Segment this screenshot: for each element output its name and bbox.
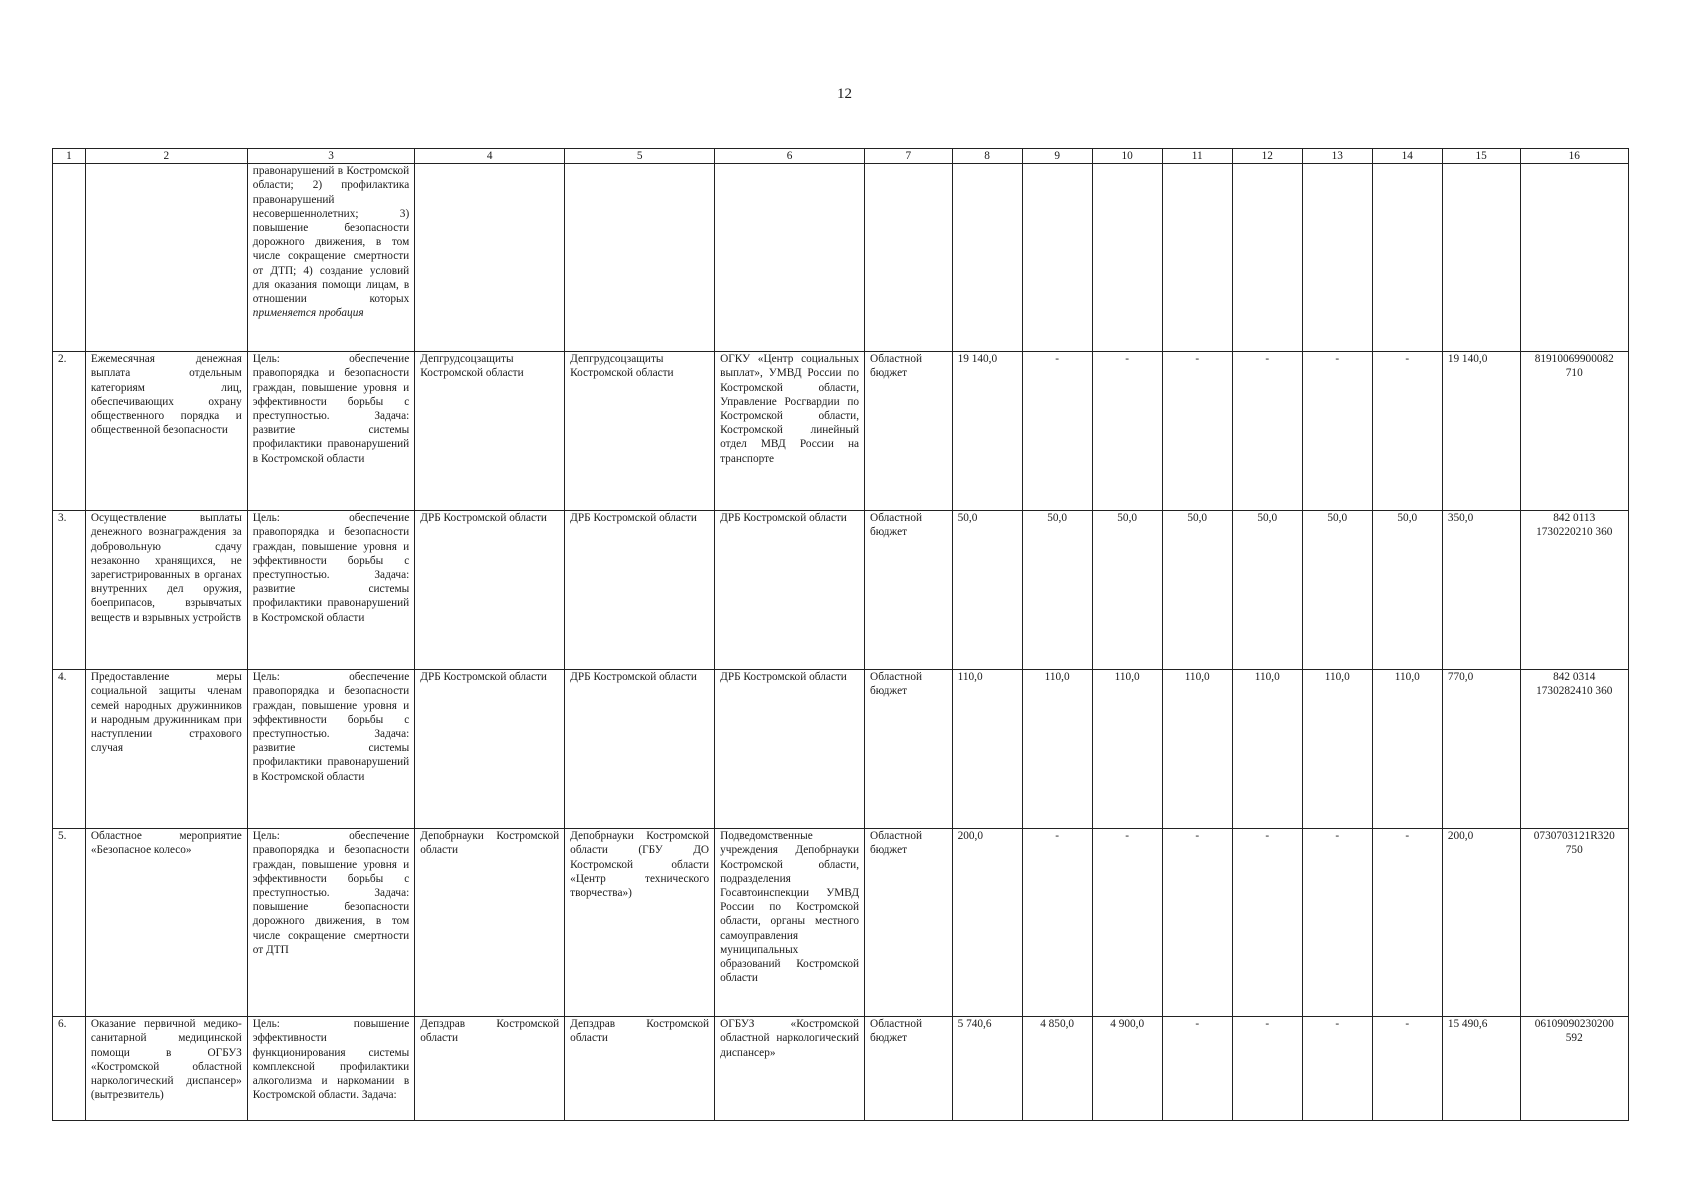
- administrator-cell: ДРБ Костромской области: [415, 511, 565, 670]
- value-cell: -: [1372, 829, 1442, 1017]
- value-cell: 5 740,6: [952, 1017, 1022, 1121]
- customer-cell: ДРБ Костромской области: [565, 670, 715, 829]
- value-cell: 4 900,0: [1092, 1017, 1162, 1121]
- goal-cell: правонарушений в Костромской области; 2) профилактика правонарушений несовершеннолетних; 3) повышение безопасности дорожного движения, в том числе сокращение смертности от ДТП; 4) создание условий для оказания помощи лицам, в отношении которых применяется пробация: [247, 164, 414, 352]
- activity-name: Осуществление выплаты денежного вознаграждения за добровольную сдачу незаконно хранящихся, не зарегистрированных в органах внутренних дел оружия, боеприпасов, взрывчатых веществ и взрывных устройств: [85, 511, 247, 670]
- administrator-cell: Депгрудсоцзащиты Костромской области: [415, 352, 565, 511]
- budget-code: 842 0113 1730220210 360: [1520, 511, 1628, 670]
- column-number-row: [53, 149, 1629, 164]
- value-cell: 50,0: [1092, 511, 1162, 670]
- value-cell: -: [1232, 1017, 1302, 1121]
- total-cell: 770,0: [1442, 670, 1520, 829]
- customer-cell: Депобрнауки Костромской области (ГБУ ДО Костромской области «Центр технического творчества»): [565, 829, 715, 1017]
- program-activities-table: [52, 148, 1629, 1121]
- goal-cell: Цель: обеспечение правопорядка и безопасности граждан, повышение уровня и эффективности борьбы с преступностью. Задача: развитие системы профилактики правонарушений в Костромской области: [247, 511, 414, 670]
- column-header: 1: [53, 149, 86, 164]
- value-cell: -: [1022, 829, 1092, 1017]
- column-header: 2: [85, 149, 247, 164]
- value-cell: 110,0: [1302, 670, 1372, 829]
- executor-cell: Подведомственные учреждения Депобрнауки Костромской области, подразделения Госавтоинспекции УМВД России по Костромской области, органы местного самоуправления муниципальных образований Костромской области: [715, 829, 865, 1017]
- row-number: 6.: [53, 1017, 86, 1121]
- column-header: 5: [565, 149, 715, 164]
- value-cell: -: [1372, 352, 1442, 511]
- value-cell: 110,0: [1092, 670, 1162, 829]
- table-row: [53, 511, 1629, 670]
- column-header: 7: [865, 149, 953, 164]
- customer-cell: ДРБ Костромской области: [565, 511, 715, 670]
- funding-source: Областной бюджет: [865, 352, 953, 511]
- value-cell: 50,0: [1162, 511, 1232, 670]
- table-row-continuation: [53, 164, 1629, 352]
- value-cell: 50,0: [1022, 511, 1092, 670]
- value-cell: -: [1232, 829, 1302, 1017]
- column-header: 13: [1302, 149, 1372, 164]
- executor-cell: ОГБУЗ «Костромской областной наркологический диспансер»: [715, 1017, 865, 1121]
- value-cell: 4 850,0: [1022, 1017, 1092, 1121]
- funding-source: Областной бюджет: [865, 511, 953, 670]
- table-row: [53, 829, 1629, 1017]
- activity-name: Областное мероприятие «Безопасное колесо»: [85, 829, 247, 1017]
- goal-cell: Цель: обеспечение правопорядка и безопасности граждан, повышение уровня и эффективности борьбы с преступностью. Задача: повышение безопасности дорожного движения, в том числе сокращение смертности от ДТП: [247, 829, 414, 1017]
- value-cell: 50,0: [1302, 511, 1372, 670]
- value-cell: 110,0: [1232, 670, 1302, 829]
- executor-cell: ОГКУ «Центр социальных выплат», УМВД России по Костромской области, Управление Росгвардии по Костромской области, Костромской линейный отдел МВД России на транспорте: [715, 352, 865, 511]
- total-cell: 19 140,0: [1442, 352, 1520, 511]
- value-cell: 50,0: [1372, 511, 1442, 670]
- row-number: 4.: [53, 670, 86, 829]
- value-cell: 110,0: [1022, 670, 1092, 829]
- column-header: 8: [952, 149, 1022, 164]
- value-cell: -: [1162, 352, 1232, 511]
- executor-cell: ДРБ Костромской области: [715, 670, 865, 829]
- total-cell: 15 490,6: [1442, 1017, 1520, 1121]
- value-cell: 110,0: [1372, 670, 1442, 829]
- column-header: 16: [1520, 149, 1628, 164]
- goal-cell: Цель: повышение эффективности функционирования системы комплексной профилактики алкоголизма и наркомании в Костромской области. Задача:: [247, 1017, 414, 1121]
- value-cell: -: [1092, 352, 1162, 511]
- value-cell: 50,0: [952, 511, 1022, 670]
- column-header: 10: [1092, 149, 1162, 164]
- funding-source: Областной бюджет: [865, 670, 953, 829]
- value-cell: 200,0: [952, 829, 1022, 1017]
- budget-code: 0730703121R320 750: [1520, 829, 1628, 1017]
- funding-source: Областной бюджет: [865, 1017, 953, 1121]
- value-cell: 110,0: [1162, 670, 1232, 829]
- total-cell: 200,0: [1442, 829, 1520, 1017]
- value-cell: -: [1302, 1017, 1372, 1121]
- administrator-cell: ДРБ Костромской области: [415, 670, 565, 829]
- value-cell: -: [1162, 829, 1232, 1017]
- total-cell: 350,0: [1442, 511, 1520, 670]
- column-header: 14: [1372, 149, 1442, 164]
- value-cell: -: [1022, 352, 1092, 511]
- row-number: 3.: [53, 511, 86, 670]
- activity-name: Предоставление меры социальной защиты членам семей народных дружинников и народным дружинникам при наступлении страхового случая: [85, 670, 247, 829]
- funding-source: Областной бюджет: [865, 829, 953, 1017]
- column-header: 15: [1442, 149, 1520, 164]
- budget-code: 81910069900082 710: [1520, 352, 1628, 511]
- budget-code: 06109090230200 592: [1520, 1017, 1628, 1121]
- row-number: 2.: [53, 352, 86, 511]
- value-cell: -: [1372, 1017, 1442, 1121]
- column-header: 4: [415, 149, 565, 164]
- value-cell: -: [1092, 829, 1162, 1017]
- administrator-cell: Депобрнауки Костромской области: [415, 829, 565, 1017]
- table-row: [53, 670, 1629, 829]
- value-cell: 19 140,0: [952, 352, 1022, 511]
- value-cell: 50,0: [1232, 511, 1302, 670]
- executor-cell: ДРБ Костромской области: [715, 511, 865, 670]
- column-header: 9: [1022, 149, 1092, 164]
- activity-name: Оказание первичной медико-санитарной медицинской помощи в ОГБУЗ «Костромской областной наркологический диспансер» (вытрезвитель): [85, 1017, 247, 1121]
- table-row: [53, 352, 1629, 511]
- column-header: 3: [247, 149, 414, 164]
- row-number: 5.: [53, 829, 86, 1017]
- column-header: 12: [1232, 149, 1302, 164]
- value-cell: -: [1302, 829, 1372, 1017]
- value-cell: -: [1232, 352, 1302, 511]
- activity-name: Ежемесячная денежная выплата отдельным категориям лиц, обеспечивающих охрану общественного порядка и общественной безопасности: [85, 352, 247, 511]
- table-row: [53, 1017, 1629, 1121]
- column-header: 11: [1162, 149, 1232, 164]
- budget-code: 842 0314 1730282410 360: [1520, 670, 1628, 829]
- value-cell: 110,0: [952, 670, 1022, 829]
- column-header: 6: [715, 149, 865, 164]
- goal-cell: Цель: обеспечение правопорядка и безопасности граждан, повышение уровня и эффективности борьбы с преступностью. Задача: развитие системы профилактики правонарушений в Костромской области: [247, 352, 414, 511]
- customer-cell: Депздрав Костромской области: [565, 1017, 715, 1121]
- page-number: 12: [837, 86, 852, 102]
- goal-cell: Цель: обеспечение правопорядка и безопасности граждан, повышение уровня и эффективности борьбы с преступностью. Задача: развитие системы профилактики правонарушений в Костромской области: [247, 670, 414, 829]
- value-cell: -: [1302, 352, 1372, 511]
- customer-cell: Депгрудсоцзащиты Костромской области: [565, 352, 715, 511]
- value-cell: -: [1162, 1017, 1232, 1121]
- administrator-cell: Депздрав Костромской области: [415, 1017, 565, 1121]
